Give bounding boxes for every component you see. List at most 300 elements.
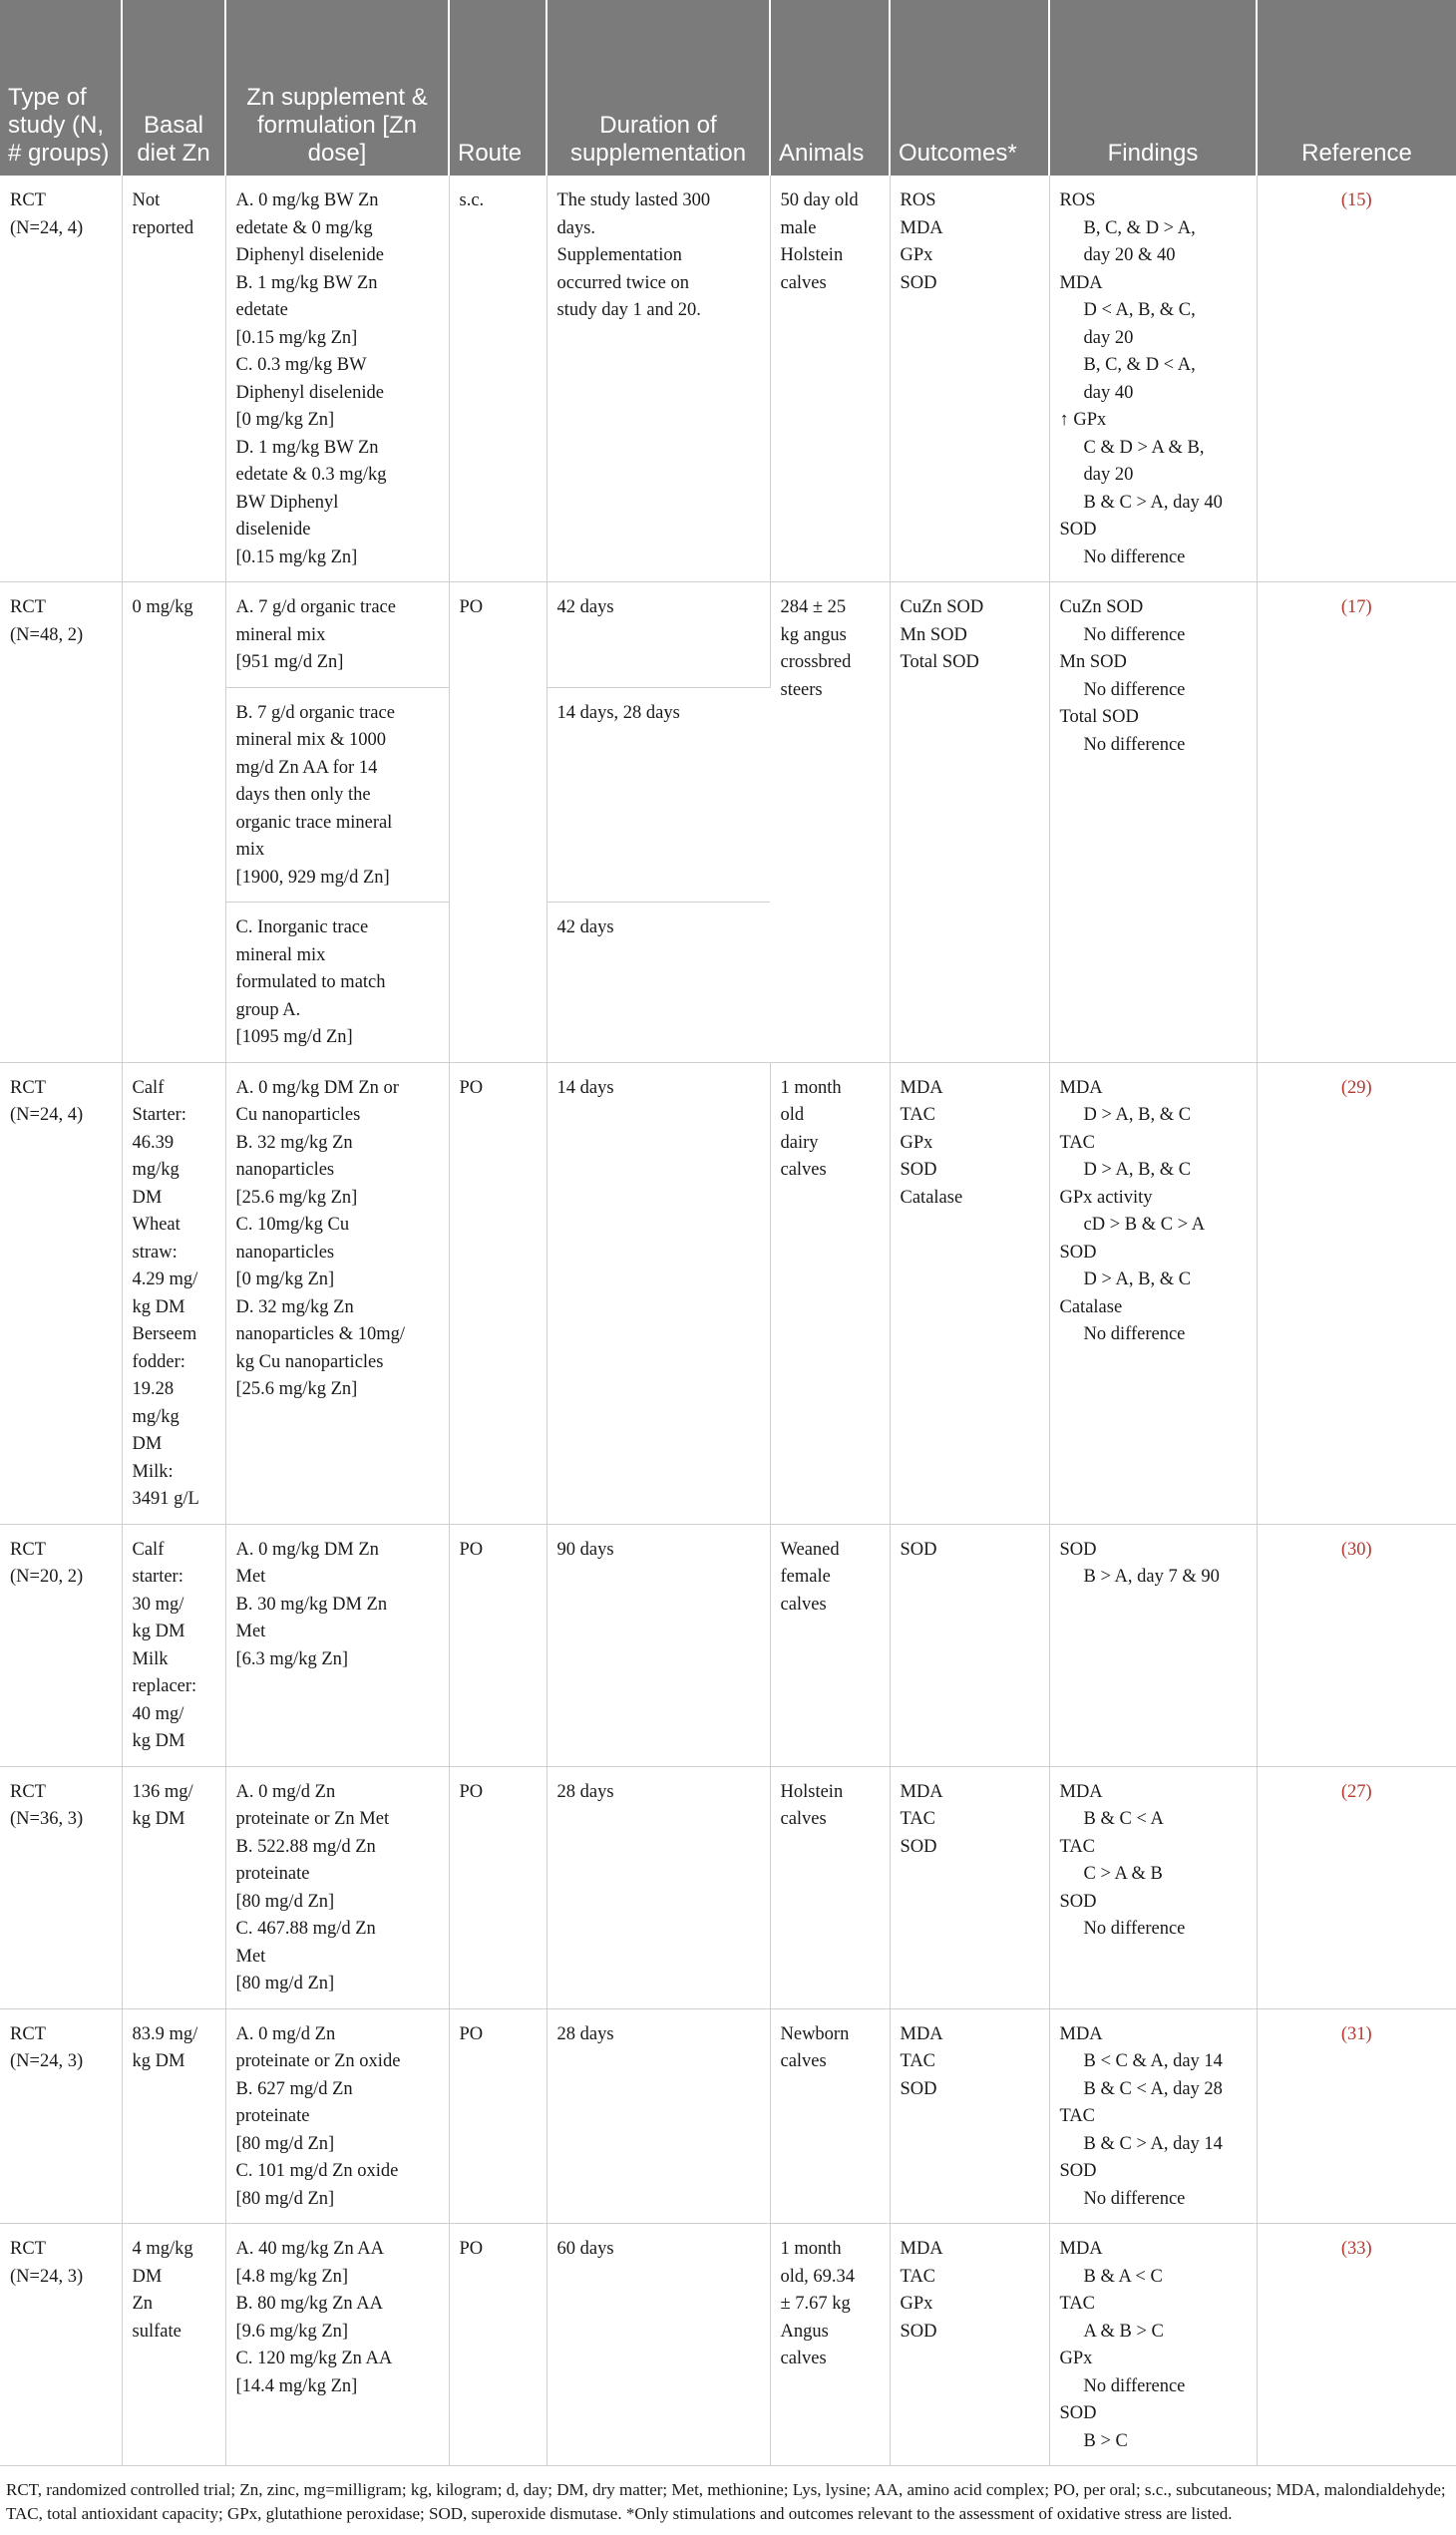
finding-detail: B & C > A, day 14 [1083, 2133, 1223, 2154]
cell-line: [80 mg/d Zn] [235, 2188, 335, 2209]
cell-animals [770, 2224, 890, 2466]
cell-line: (N=20, 2) [10, 1567, 84, 1587]
finding-detail: D > A, B, & C [1083, 1160, 1192, 1180]
cell-line: RCT [10, 1781, 46, 1802]
cell-line: TAC [900, 2051, 936, 2071]
cell-type [0, 1524, 122, 1766]
finding-measure: SOD [1059, 2403, 1097, 2423]
cell-line: RCT [10, 1077, 46, 1098]
finding-detail: B > C [1083, 2430, 1128, 2451]
cell-line: replacer: [132, 1676, 197, 1696]
cell-line: 1 month [780, 1077, 842, 1098]
cell-line: nanoparticles [235, 1242, 335, 1263]
cell-line: calves [780, 1160, 827, 1180]
cell-line: 3491 g/L [132, 1489, 199, 1509]
cell-basal [122, 2224, 225, 2466]
cell-line: proteinate [235, 1864, 310, 1884]
cell-supplement [225, 687, 449, 903]
cell-supplement [225, 1062, 449, 1524]
cell-reference: (31) [1257, 2008, 1456, 2224]
header-animals: Animals [770, 0, 890, 176]
cell-line: Diphenyl diselenide [235, 245, 384, 265]
cell-line: proteinate or Zn oxide [235, 2051, 401, 2071]
cell-reference: (17) [1257, 582, 1456, 1063]
cell-line: calves [780, 1594, 827, 1615]
cell-route: PO [449, 1062, 546, 1524]
cell-line: Total SOD [900, 652, 979, 672]
finding-detail: day 40 [1083, 382, 1134, 403]
cell-line: calves [780, 2349, 827, 2368]
cell-line: A. 7 g/d organic trace [235, 597, 396, 617]
cell-line: MDA [900, 2023, 943, 2044]
cell-line: 284 ± 25 [780, 597, 847, 617]
cell-line: steers [780, 679, 823, 700]
cell-line: [4.8 mg/kg Zn] [235, 2266, 349, 2287]
cell-line: [6.3 mg/kg Zn] [235, 1648, 349, 1669]
cell-duration [546, 1766, 770, 2008]
table-body [0, 176, 1456, 2466]
header-findings: Findings [1049, 0, 1257, 176]
cell-line: Berseem [132, 1324, 197, 1344]
header-outcomes: Outcomes* [890, 0, 1049, 176]
cell-line: Calf [132, 1077, 165, 1098]
finding-detail: No difference [1083, 1919, 1186, 1939]
cell-line: occurred twice on [556, 272, 690, 293]
cell-basal [122, 1766, 225, 2008]
cell-route: PO [449, 2008, 546, 2224]
finding-measure: SOD [1059, 1891, 1097, 1912]
cell-line: TAC [900, 1105, 936, 1125]
finding-measure: TAC [1059, 2106, 1096, 2126]
cell-line: B. 30 mg/kg DM Zn [235, 1594, 388, 1615]
finding-measure: GPx [1059, 2349, 1093, 2368]
cell-line: Starter: [132, 1105, 186, 1125]
finding-measure: GPx activity [1059, 1187, 1153, 1208]
cell-route: PO [449, 582, 546, 1063]
cell-line: B. 627 mg/d Zn [235, 2078, 353, 2099]
cell-line: [0.15 mg/kg Zn] [235, 546, 358, 567]
finding-detail: A & B > C [1083, 2321, 1164, 2342]
cell-line: female [780, 1567, 831, 1587]
cell-animals [770, 582, 890, 1063]
cell-line: [80 mg/d Zn] [235, 2133, 335, 2154]
cell-line: Mn SOD [900, 624, 967, 645]
cell-line: kg DM [132, 1622, 185, 1641]
finding-detail: No difference [1083, 546, 1186, 567]
cell-line: GPx [900, 2294, 933, 2314]
cell-line: Newborn [780, 2023, 850, 2044]
cell-findings [1049, 176, 1257, 582]
cell-line: sulfate [132, 2321, 182, 2342]
cell-line: MDA [900, 2239, 943, 2259]
cell-duration [546, 903, 770, 1063]
cell-line: (N=24, 4) [10, 1105, 84, 1125]
cell-line: male [780, 217, 817, 238]
cell-line: Cu nanoparticles [235, 1105, 361, 1125]
cell-type [0, 176, 122, 582]
cell-line: Diphenyl diselenide [235, 382, 384, 403]
cell-basal [122, 2008, 225, 2224]
cell-line: DM [132, 1187, 163, 1208]
cell-line: proteinate [235, 2106, 310, 2126]
cell-line: mineral mix & 1000 [235, 730, 387, 750]
cell-line: 28 days [556, 2023, 614, 2044]
cell-line: [0 mg/kg Zn] [235, 1269, 335, 1289]
cell-line: mineral mix [235, 624, 326, 645]
table-header [0, 0, 1456, 176]
cell-line: [80 mg/d Zn] [235, 1891, 335, 1912]
cell-line: SOD [900, 1836, 937, 1857]
cell-line: (N=24, 3) [10, 2266, 84, 2287]
cell-line: B. 522.88 mg/d Zn [235, 1836, 376, 1857]
finding-measure: Catalase [1059, 1296, 1123, 1317]
cell-line: formulated to match [235, 972, 386, 992]
finding-measure: MDA [1059, 1781, 1103, 1802]
cell-basal [122, 582, 225, 1063]
cell-line: Holstein [780, 245, 844, 265]
cell-line: D. 1 mg/kg BW Zn [235, 437, 379, 458]
cell-line: Zn [132, 2294, 154, 2314]
finding-detail: No difference [1083, 624, 1186, 645]
cell-findings [1049, 1524, 1257, 1766]
finding-measure: SOD [1059, 2161, 1097, 2181]
cell-line: Milk: [132, 1461, 174, 1482]
cell-line: days. [556, 217, 596, 238]
finding-detail: D > A, B, & C [1083, 1269, 1192, 1289]
cell-line: SOD [900, 1539, 937, 1560]
finding-measure: ROS [1059, 190, 1096, 210]
table-row [0, 176, 1456, 582]
header-basal: Basal diet Zn [122, 0, 225, 176]
finding-measure: SOD [1059, 1539, 1097, 1560]
cell-line: Supplementation [556, 245, 682, 265]
cell-line: mg/kg [132, 1160, 180, 1180]
cell-supplement [225, 1524, 449, 1766]
cell-line: days then only the [235, 785, 371, 805]
cell-line: [80 mg/d Zn] [235, 1974, 335, 1993]
header-type: Type of study (N, # groups) [0, 0, 122, 176]
cell-type [0, 582, 122, 1063]
cell-line: ROS [900, 190, 936, 210]
cell-line: study day 1 and 20. [556, 300, 701, 320]
cell-line: dairy [780, 1132, 819, 1153]
cell-line: B. 7 g/d organic trace [235, 702, 395, 723]
cell-line: kg DM [132, 2051, 185, 2071]
cell-line: C. 0.3 mg/kg BW [235, 355, 367, 375]
cell-line: The study lasted 300 [556, 190, 711, 210]
finding-measure: SOD [1059, 1242, 1097, 1263]
cell-type [0, 1766, 122, 2008]
cell-line: [0.15 mg/kg Zn] [235, 327, 358, 348]
cell-route: s.c. [449, 176, 546, 582]
cell-reference: (30) [1257, 1524, 1456, 1766]
cell-line: Weaned [780, 1539, 840, 1560]
cell-line: Calf [132, 1539, 165, 1560]
cell-line: (N=36, 3) [10, 1809, 84, 1829]
cell-line: Wheat [132, 1215, 181, 1235]
cell-line: crossbred [780, 652, 852, 672]
cell-line: 136 mg/ [132, 1781, 193, 1802]
cell-line: nanoparticles & 10mg/ [235, 1324, 406, 1344]
cell-line: mix [235, 840, 265, 860]
finding-detail: day 20 & 40 [1083, 245, 1176, 265]
cell-line: [25.6 mg/kg Zn] [235, 1379, 358, 1399]
cell-line: kg angus [780, 624, 847, 645]
finding-measure: MDA [1059, 1077, 1103, 1098]
finding-detail: B, C, & D < A, [1083, 355, 1196, 375]
cell-basal [122, 176, 225, 582]
finding-detail: C > A & B [1083, 1864, 1163, 1884]
cell-basal [122, 1524, 225, 1766]
cell-line: 42 days [556, 917, 614, 937]
cell-line: 50 day old [780, 190, 859, 210]
cell-duration [546, 2008, 770, 2224]
cell-reference: (29) [1257, 1062, 1456, 1524]
cell-line: RCT [10, 597, 46, 617]
cell-line: [14.4 mg/kg Zn] [235, 2375, 358, 2396]
finding-measure: ↑ GPx [1059, 410, 1107, 430]
cell-line: kg Cu nanoparticles [235, 1351, 384, 1372]
cell-type [0, 2224, 122, 2466]
header-reference: Reference [1257, 0, 1456, 176]
cell-animals [770, 2008, 890, 2224]
cell-line: C. 120 mg/kg Zn AA [235, 2349, 393, 2368]
finding-detail: B, C, & D > A, [1083, 217, 1196, 238]
cell-line: organic trace mineral [235, 812, 393, 833]
cell-line: diselenide [235, 520, 311, 540]
cell-line: B. 80 mg/kg Zn AA [235, 2294, 383, 2314]
cell-duration [546, 1524, 770, 1766]
cell-line: 30 mg/ [132, 1594, 184, 1615]
cell-line: [951 mg/d Zn] [235, 652, 344, 672]
cell-line: SOD [900, 1160, 937, 1180]
cell-line: [1095 mg/d Zn] [235, 1027, 353, 1047]
cell-basal [122, 1062, 225, 1524]
cell-outcomes [890, 1524, 1049, 1766]
cell-line: 4 mg/kg [132, 2239, 193, 2259]
cell-line: calves [780, 272, 827, 293]
cell-findings [1049, 582, 1257, 1063]
cell-line: CuZn SOD [900, 597, 984, 617]
cell-line: DM [132, 1434, 163, 1454]
cell-findings [1049, 2008, 1257, 2224]
cell-duration [546, 176, 770, 582]
cell-outcomes [890, 2008, 1049, 2224]
cell-line: GPx [900, 245, 933, 265]
cell-animals [770, 176, 890, 582]
cell-line: MDA [900, 217, 943, 238]
cell-supplement [225, 903, 449, 1063]
cell-line: Milk [132, 1648, 169, 1669]
cell-line: A. 40 mg/kg Zn AA [235, 2239, 385, 2259]
cell-line: RCT [10, 1539, 46, 1560]
cell-line: 28 days [556, 1781, 614, 1802]
cell-type [0, 1062, 122, 1524]
cell-line: starter: [132, 1567, 183, 1587]
cell-line: 14 days [556, 1077, 614, 1098]
finding-detail: No difference [1083, 1324, 1186, 1344]
cell-line: A. 0 mg/kg DM Zn or [235, 1077, 399, 1098]
cell-line: MDA [900, 1781, 943, 1802]
finding-detail: B & C < A, day 28 [1083, 2078, 1223, 2099]
finding-detail: No difference [1083, 679, 1186, 700]
finding-detail: day 20 [1083, 327, 1134, 348]
cell-line: [25.6 mg/kg Zn] [235, 1187, 358, 1208]
cell-line: SOD [900, 2078, 937, 2099]
cell-outcomes [890, 2224, 1049, 2466]
cell-route: PO [449, 2224, 546, 2466]
finding-measure: TAC [1059, 2294, 1096, 2314]
cell-line: edetate & 0 mg/kg [235, 217, 373, 238]
cell-line: mg/d Zn AA for 14 [235, 757, 378, 778]
cell-line: [9.6 mg/kg Zn] [235, 2321, 349, 2342]
cell-line: Catalase [900, 1187, 963, 1208]
cell-line: A. 0 mg/d Zn [235, 1781, 336, 1802]
cell-duration [546, 2224, 770, 2466]
cell-supplement [225, 2224, 449, 2466]
finding-measure: MDA [1059, 2239, 1103, 2259]
cell-line: (N=24, 3) [10, 2051, 84, 2071]
cell-line: C. 10mg/kg Cu [235, 1215, 350, 1235]
cell-reference: (15) [1257, 176, 1456, 582]
cell-line: fodder: [132, 1351, 185, 1372]
cell-line: [1900, 929 mg/d Zn] [235, 867, 390, 888]
cell-line: 40 mg/ [132, 1703, 184, 1724]
cell-supplement [225, 1766, 449, 2008]
cell-animals [770, 1524, 890, 1766]
cell-findings [1049, 1766, 1257, 2008]
cell-line: edetate [235, 300, 288, 320]
cell-line: old [780, 1105, 805, 1125]
cell-outcomes [890, 176, 1049, 582]
table-row [0, 582, 1456, 688]
finding-detail: B & C < A [1083, 1809, 1164, 1829]
cell-line: RCT [10, 190, 46, 210]
cell-line: B. 1 mg/kg BW Zn [235, 272, 378, 293]
table-row [0, 1524, 1456, 1766]
cell-line: SOD [900, 272, 937, 293]
cell-line: (N=24, 4) [10, 217, 84, 238]
cell-route: PO [449, 1524, 546, 1766]
finding-measure: MDA [1059, 2023, 1103, 2044]
cell-reference: (33) [1257, 2224, 1456, 2466]
cell-line: 14 days, 28 days [556, 702, 680, 723]
finding-detail: No difference [1083, 734, 1186, 755]
table-row [0, 1766, 1456, 2008]
cell-outcomes [890, 1062, 1049, 1524]
cell-line: 60 days [556, 2239, 614, 2259]
cell-duration [546, 582, 770, 688]
cell-outcomes [890, 1766, 1049, 2008]
cell-line: Holstein [780, 1781, 844, 1802]
cell-line: 0 mg/kg [132, 597, 193, 617]
cell-supplement [225, 2008, 449, 2224]
cell-line: A. 0 mg/kg DM Zn [235, 1539, 379, 1560]
cell-outcomes [890, 582, 1049, 1063]
cell-line: kg DM [132, 1731, 185, 1751]
cell-line: mg/kg [132, 1406, 180, 1427]
cell-animals [770, 1062, 890, 1524]
cell-line: DM [132, 2266, 163, 2287]
cell-supplement [225, 176, 449, 582]
cell-line: TAC [900, 1809, 936, 1829]
cell-line: MDA [900, 1077, 943, 1098]
cell-duration [546, 1062, 770, 1524]
cell-line: GPx [900, 1132, 933, 1153]
header-supplement: Zn supplement & formulation [Zn dose] [225, 0, 449, 176]
finding-detail: B & A < C [1083, 2266, 1163, 2287]
cell-line: ± 7.67 kg [780, 2294, 851, 2314]
cell-line: BW Diphenyl [235, 492, 339, 513]
finding-detail: D < A, B, & C, [1083, 300, 1196, 320]
cell-line: (N=48, 2) [10, 624, 84, 645]
cell-line: 90 days [556, 1539, 614, 1560]
cell-line: 19.28 [132, 1379, 175, 1399]
finding-detail: B & C > A, day 40 [1083, 492, 1223, 513]
finding-detail: cD > B & C > A [1083, 1215, 1206, 1235]
cell-line: edetate & 0.3 mg/kg [235, 465, 387, 485]
cell-line: 46.39 [132, 1132, 175, 1153]
finding-detail: day 20 [1083, 465, 1134, 485]
cell-line: calves [780, 2051, 827, 2071]
finding-measure: SOD [1059, 520, 1097, 540]
cell-line: proteinate or Zn Met [235, 1809, 390, 1829]
cell-line: kg DM [132, 1809, 185, 1829]
cell-line: kg DM [132, 1296, 185, 1317]
finding-detail: C & D > A & B, [1083, 437, 1205, 458]
finding-measure: TAC [1059, 1836, 1096, 1857]
cell-line: Not [132, 190, 161, 210]
cell-line: reported [132, 217, 194, 238]
cell-findings [1049, 1062, 1257, 1524]
finding-detail: B > A, day 7 & 90 [1083, 1567, 1220, 1587]
cell-reference: (27) [1257, 1766, 1456, 2008]
cell-line: B. 32 mg/kg Zn [235, 1132, 353, 1153]
finding-measure: Total SOD [1059, 707, 1139, 727]
cell-line: C. 467.88 mg/d Zn [235, 1919, 376, 1939]
cell-line: Angus [780, 2321, 829, 2342]
cell-line: 4.29 mg/ [132, 1269, 198, 1289]
header-route: Route [449, 0, 546, 176]
finding-measure: CuZn SOD [1059, 597, 1144, 617]
finding-detail: No difference [1083, 2188, 1186, 2209]
cell-type [0, 2008, 122, 2224]
finding-measure: TAC [1059, 1132, 1096, 1153]
table-row [0, 2008, 1456, 2224]
cell-line: 1 month [780, 2239, 842, 2259]
cell-line: A. 0 mg/d Zn [235, 2023, 336, 2044]
finding-detail: D > A, B, & C [1083, 1105, 1192, 1125]
cell-line: A. 0 mg/kg BW Zn [235, 190, 379, 210]
finding-detail: B < C & A, day 14 [1083, 2051, 1223, 2071]
table-row [0, 2224, 1456, 2466]
cell-line: Met [235, 1567, 266, 1587]
table-footnote: RCT, randomized controlled trial; Zn, zinc, mg=milligram; kg, kilogram; d, day; DM, dry matter; Met, methionine; Lys, lysine; AA, amino acid complex; PO, per oral; s.c., subcutaneous; MDA, malondialdehyde; TAC, total antioxidant capacity; GPx, glutathione peroxidase; SOD, superoxide dismutase. *Only stimulations and outcomes relevant to the assessment of oxidative stress are listed. [6, 2480, 1446, 2523]
finding-measure: Mn SOD [1059, 652, 1127, 672]
cell-route: PO [449, 1766, 546, 2008]
header-duration: Duration of supplementation [546, 0, 770, 176]
cell-line: RCT [10, 2239, 46, 2259]
cell-line: Met [235, 1622, 266, 1641]
cell-line: [0 mg/kg Zn] [235, 410, 335, 430]
table-row [0, 1062, 1456, 1524]
cell-line: 42 days [556, 597, 614, 617]
finding-measure: MDA [1059, 272, 1103, 293]
cell-line: group A. [235, 999, 301, 1020]
cell-line: nanoparticles [235, 1160, 335, 1180]
cell-line: 83.9 mg/ [132, 2023, 198, 2044]
cell-line: C. Inorganic trace [235, 917, 369, 937]
